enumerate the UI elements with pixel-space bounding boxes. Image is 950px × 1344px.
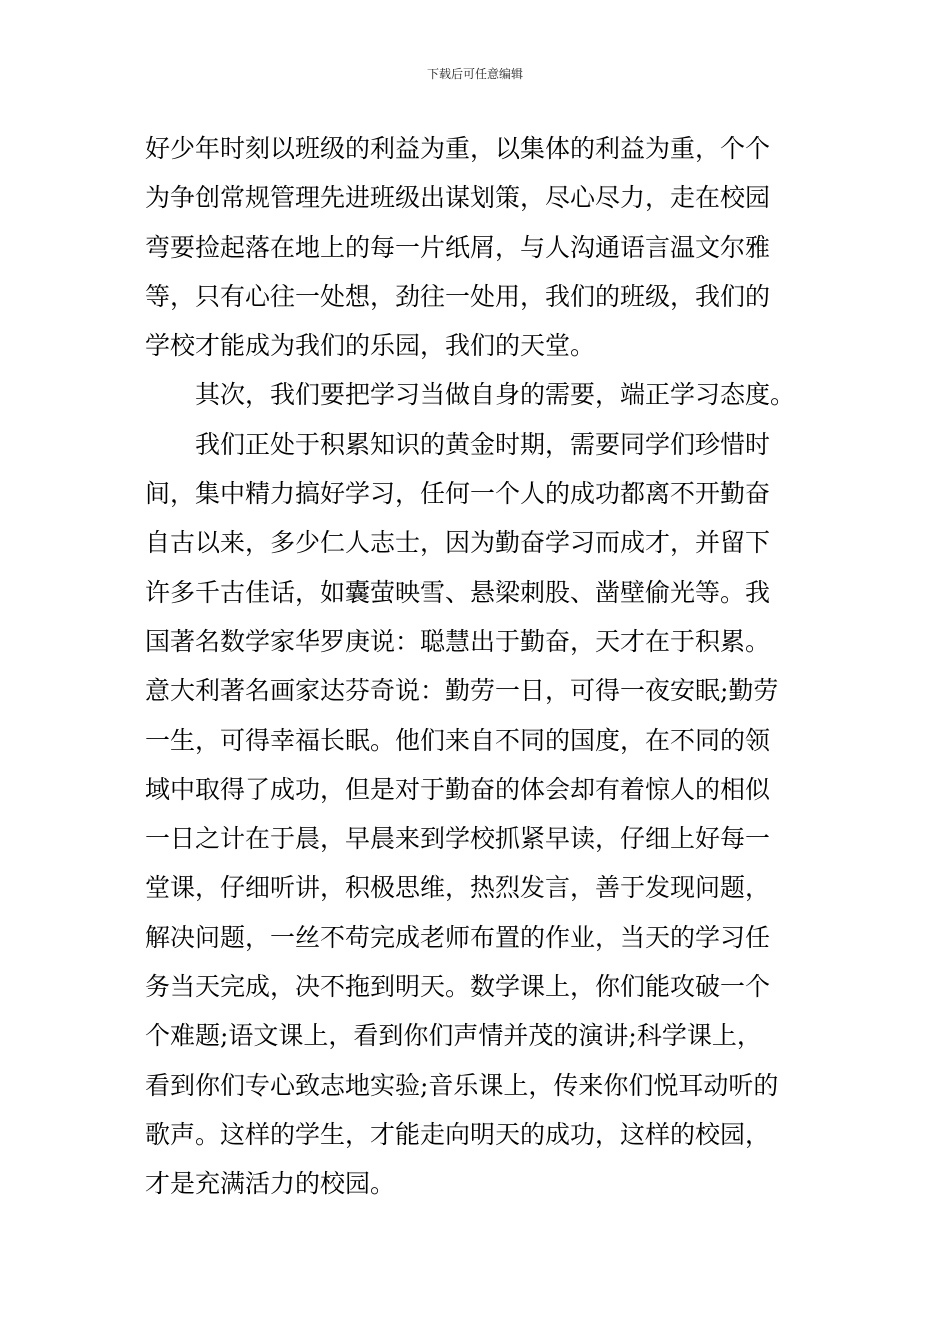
text-line: 学校才能成为我们的乐园，我们的天堂。 bbox=[145, 331, 596, 361]
text-line: 国著名数学家华罗庚说：聪慧出于勤奋，天才在于积累。 bbox=[145, 626, 771, 656]
text-line: 域中取得了成功，但是对于勤奋的体会却有着惊人的相似 bbox=[145, 774, 771, 804]
text-line: 堂课，仔细听讲，积极思维，热烈发言，善于发现问题， bbox=[145, 873, 771, 903]
text-line: 为争创常规管理先进班级出谋划策，尽心尽力，走在校园 bbox=[145, 183, 771, 213]
text-line: 自古以来，多少仁人志士，因为勤奋学习而成才，并留下 bbox=[145, 528, 771, 558]
text-line: 其次，我们要把学习当做自身的需要，端正学习态度。 bbox=[195, 380, 796, 410]
text-line: 我们正处于积累知识的黄金时期，需要同学们珍惜时 bbox=[195, 429, 771, 459]
text-line: 好少年时刻以班级的利益为重，以集体的利益为重，个个 bbox=[145, 134, 771, 163]
text-line: 歌声。这样的学生，才能走向明天的成功，这样的校园， bbox=[145, 1119, 771, 1149]
text-line: 弯要捡起落在地上的每一片纸屑，与人沟通语言温文尔雅 bbox=[145, 232, 771, 262]
page-header: 下载后可任意编辑 bbox=[426, 67, 523, 81]
text-line: 等，只有心往一处想，劲往一处用，我们的班级，我们的 bbox=[145, 281, 771, 311]
text-line: 意大利著名画家达芬奇说：勤劳一日，可得一夜安眠;勤劳 bbox=[145, 676, 779, 706]
text-line: 间，集中精力搞好学习，任何一个人的成功都离不开勤奋 bbox=[145, 479, 771, 509]
text-line: 务当天完成，决不拖到明天。数学课上，你们能攻破一个 bbox=[145, 972, 771, 1002]
text-line: 看到你们专心致志地实验;音乐课上，传来你们悦耳动听的 bbox=[145, 1070, 779, 1100]
text-line: 一生，可得幸福长眠。他们来自不同的国度，在不同的领 bbox=[145, 725, 771, 755]
text-line: 才是充满活力的校园。 bbox=[145, 1169, 396, 1199]
text-line: 一日之计在于晨，早晨来到学校抓紧早读，仔细上好每一 bbox=[145, 824, 771, 854]
text-line: 个难题;语文课上，看到你们声情并茂的演讲;科学课上， bbox=[145, 1021, 762, 1051]
document-body bbox=[145, 124, 810, 1209]
text-line: 解决问题，一丝不苟完成老师布置的作业，当天的学习任 bbox=[145, 922, 771, 952]
text-line: 许多千古佳话，如囊萤映雪、悬梁刺股、凿壁偷光等。我 bbox=[145, 577, 771, 607]
